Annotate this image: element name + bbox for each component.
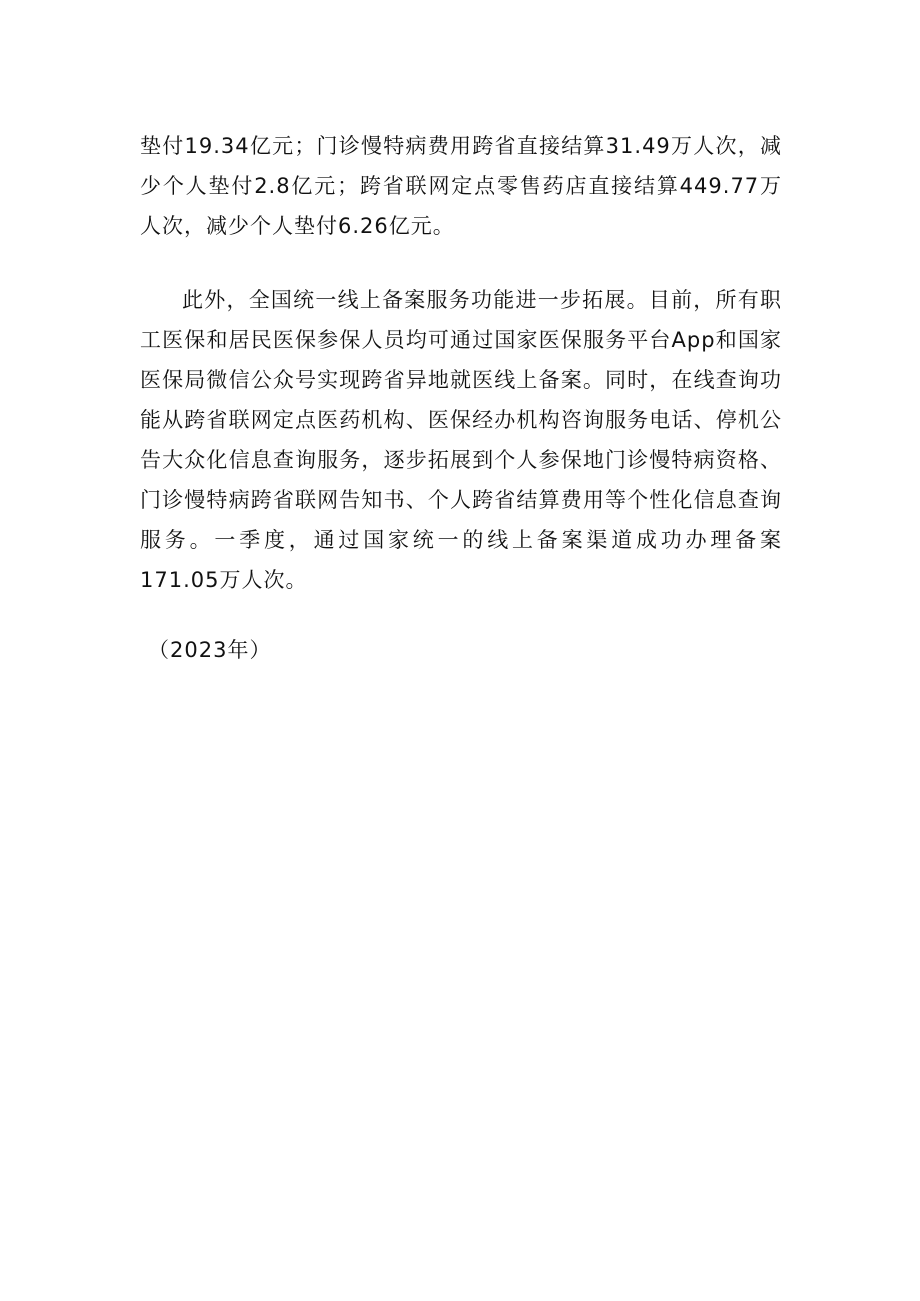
paragraph-online-filing: 此外，全国统一线上备案服务功能进一步拓展。目前，所有职工医保和居民医保参保人员均可通过国家医保服务平台App和国家医保局微信公众号实现跨省异地就医线上备案。同时，在线查询功能从跨省联网定点医药机构、医保经办机构咨询服务电话、停机公告大众化信息查询服务，逐步拓展到个人参保地门诊慢特病资格、门诊慢特病跨省联网告知书、个人跨省结算费用等个性化信息查询服务。一季度，通过国家统一的线上备案渠道成功办理备案171.05万人次。 bbox=[140, 288, 782, 592]
year-note: （2023年） bbox=[148, 638, 272, 662]
paragraph-settlement-stats: 垫付19.34亿元；门诊慢特病费用跨省直接结算31.49万人次，减少个人垫付2.8亿元；跨省联网定点零售药店直接结算449.77万人次，减少个人垫付6.26亿元。 bbox=[140, 134, 782, 238]
